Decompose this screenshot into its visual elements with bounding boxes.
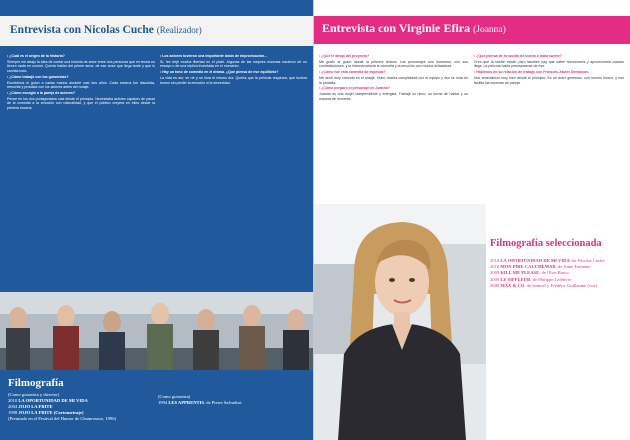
interview-answer: Nos entendimos muy bien desde el principio. Es un actor generoso, con mucho humor, y eso facilita las escenas de pareja.	[474, 75, 624, 85]
cast-photo	[0, 292, 313, 370]
film-title: LE SIFFLEUR	[500, 276, 531, 282]
film-year: 2009	[490, 270, 501, 276]
film-title: MAX & CO	[500, 282, 525, 288]
left-text-column-2	[160, 54, 307, 290]
left-filmography-column-1	[8, 392, 158, 422]
interview-answer: Pensé en los dos protagonistas casi desde el principio. Necesitaba actores capaces de pasar de la comedia a la emoción con naturalidad, y que el público creyera en ellos desde la primera escena.	[7, 96, 155, 110]
left-title-role: (Realizador)	[156, 25, 202, 35]
interview-question: • ¿Cuál es el origen de la historia?	[7, 54, 65, 58]
filmography-entry	[158, 400, 308, 406]
right-title-role: (Joanna)	[473, 25, 506, 35]
film-note: , de Nicolas Cuche	[569, 258, 605, 263]
film-title: JOJO LA FRITE	[18, 404, 53, 409]
actress-photo-illustration	[314, 204, 486, 440]
filmography-entries-writer	[158, 400, 308, 406]
interview-answer: Escribimos el guion a varias manos durante casi dos años. Cada escena fue discutida, reescrita y probada con los actores antes del rodaje.	[7, 80, 155, 90]
filmography-entry	[490, 283, 626, 289]
interview-answer: Joanna es una mujer independiente y enérgica. Trabajé su ritmo, su forma de hablar y su manera de moverse.	[319, 92, 468, 101]
film-note: , de Samuel y Frédéric Guillaume (voz)	[524, 282, 598, 288]
interview-question: • Hay un tono de comedia en el drama. ¿Qué piensa de ese equilibrio?	[160, 70, 279, 75]
interview-answer: Creo que la suerte existe, pero también hay que saber reconocerla y aprovecharla cuando llega. La película habla precisamente de eso.	[474, 59, 624, 69]
interview-answer: Siempre me atrajo la idea de contar una historia de amor entre dos personas que en teoría no tienen nada en común. Quería hablar del primer amor, de ese amor que llega tarde y que lo cambia todo.	[7, 59, 155, 73]
film-title: MON PIRE CAUCHEMAR	[500, 264, 556, 270]
interview-question: • ¿Cómo preparó el personaje de Joanna?	[319, 86, 391, 91]
film-year: 2010	[8, 398, 19, 403]
film-year: 2010	[490, 258, 501, 263]
film-note: , de Pierre Salvadori	[203, 400, 242, 405]
interview-question: • Háblenos de su relación de trabajo con François-Xavier Demaison.	[474, 70, 589, 75]
filmography-entries-director	[8, 398, 158, 416]
film-year: 2010	[490, 264, 501, 270]
left-page	[0, 0, 313, 440]
film-note: , de Anne Fontaine	[555, 264, 591, 270]
left-filmography-heading: Filmografía	[8, 377, 64, 389]
film-note: , de Philippe Lefebvre	[530, 276, 572, 282]
interview-answer: Me sentí muy cómoda en el rodaje. Hubo mucha complicidad con el equipo y eso se nota en la pantalla.	[319, 75, 468, 85]
film-year: 1998	[8, 410, 19, 415]
left-filmography-column-2	[158, 394, 308, 406]
left-text-column-1	[7, 54, 155, 290]
film-title: LES APPRENTIS	[168, 400, 204, 405]
cast-photo-illustration	[0, 292, 313, 370]
interview-question: • Los actores tuvieron una importante dosis de improvisación...	[160, 54, 268, 58]
film-title: LA OPORTUNIDAD DE MI VIDA	[500, 258, 570, 263]
interview-question: • ¿Cómo fue esta comedia de especial?	[319, 70, 386, 75]
right-text-column-1	[319, 54, 468, 222]
film-title: LA OPORTUNIDAD DE MI VIDA	[18, 398, 88, 403]
filmography-label-writer: (Como guionista)	[158, 394, 191, 399]
right-text-column-2	[474, 54, 624, 224]
film-year: 1994	[158, 400, 169, 405]
right-filmography-list	[490, 258, 626, 289]
right-filmography-heading: Filmografía seleccionada	[490, 238, 602, 249]
interview-question: • ¿Qué piensa de la noción de buena o mala suerte?	[474, 54, 562, 58]
film-year: 2004	[8, 404, 19, 409]
film-title: JOJO LA FRITE (Cortometraje)	[18, 410, 84, 415]
left-title-text: Entrevista con Nicolas Cuche	[10, 24, 154, 36]
interview-answer: Me gustó el guion desde la primera lectura. Los personajes son humanos, con sus contradicciones, y la historia mezcla la comedia y la emoción con mucha delicadeza.	[319, 59, 468, 69]
right-title-text: Entrevista con Virginie Efira	[322, 21, 471, 35]
filmography-label-director: (Como guionista y director)	[8, 392, 60, 397]
right-page	[314, 0, 630, 440]
right-page-title	[322, 21, 506, 36]
interview-question: • ¿Qué le atrajo del proyecto?	[319, 54, 370, 58]
interview-answer: Sí, les dejé mucha libertad en el plató. Algunas de las mejores escenas nacieron de un ensayo o de una réplica inventada en el momento.	[160, 59, 307, 69]
film-title: KILL ME PLEASE	[500, 270, 540, 276]
film-year: 2008	[490, 282, 501, 288]
left-page-title	[10, 24, 202, 36]
filmography-award-note: (Premiado en el Festival del Humor de Chamrousse, 1996)	[8, 416, 117, 421]
interview-question: • ¿Cómo escogió a la pareja de actores?	[7, 90, 76, 95]
film-year: 2009	[490, 276, 501, 282]
interview-question: • ¿Cómo trabajó con los guionistas?	[7, 74, 69, 79]
film-note: , de Olias Barco	[539, 270, 569, 276]
actress-photo	[314, 204, 486, 440]
interview-answer: La vida es así: se ríe y se llora el mismo día. Quería que la película respirara, que tuviera humor sin perder la emoción ni la sinceridad.	[160, 75, 307, 85]
